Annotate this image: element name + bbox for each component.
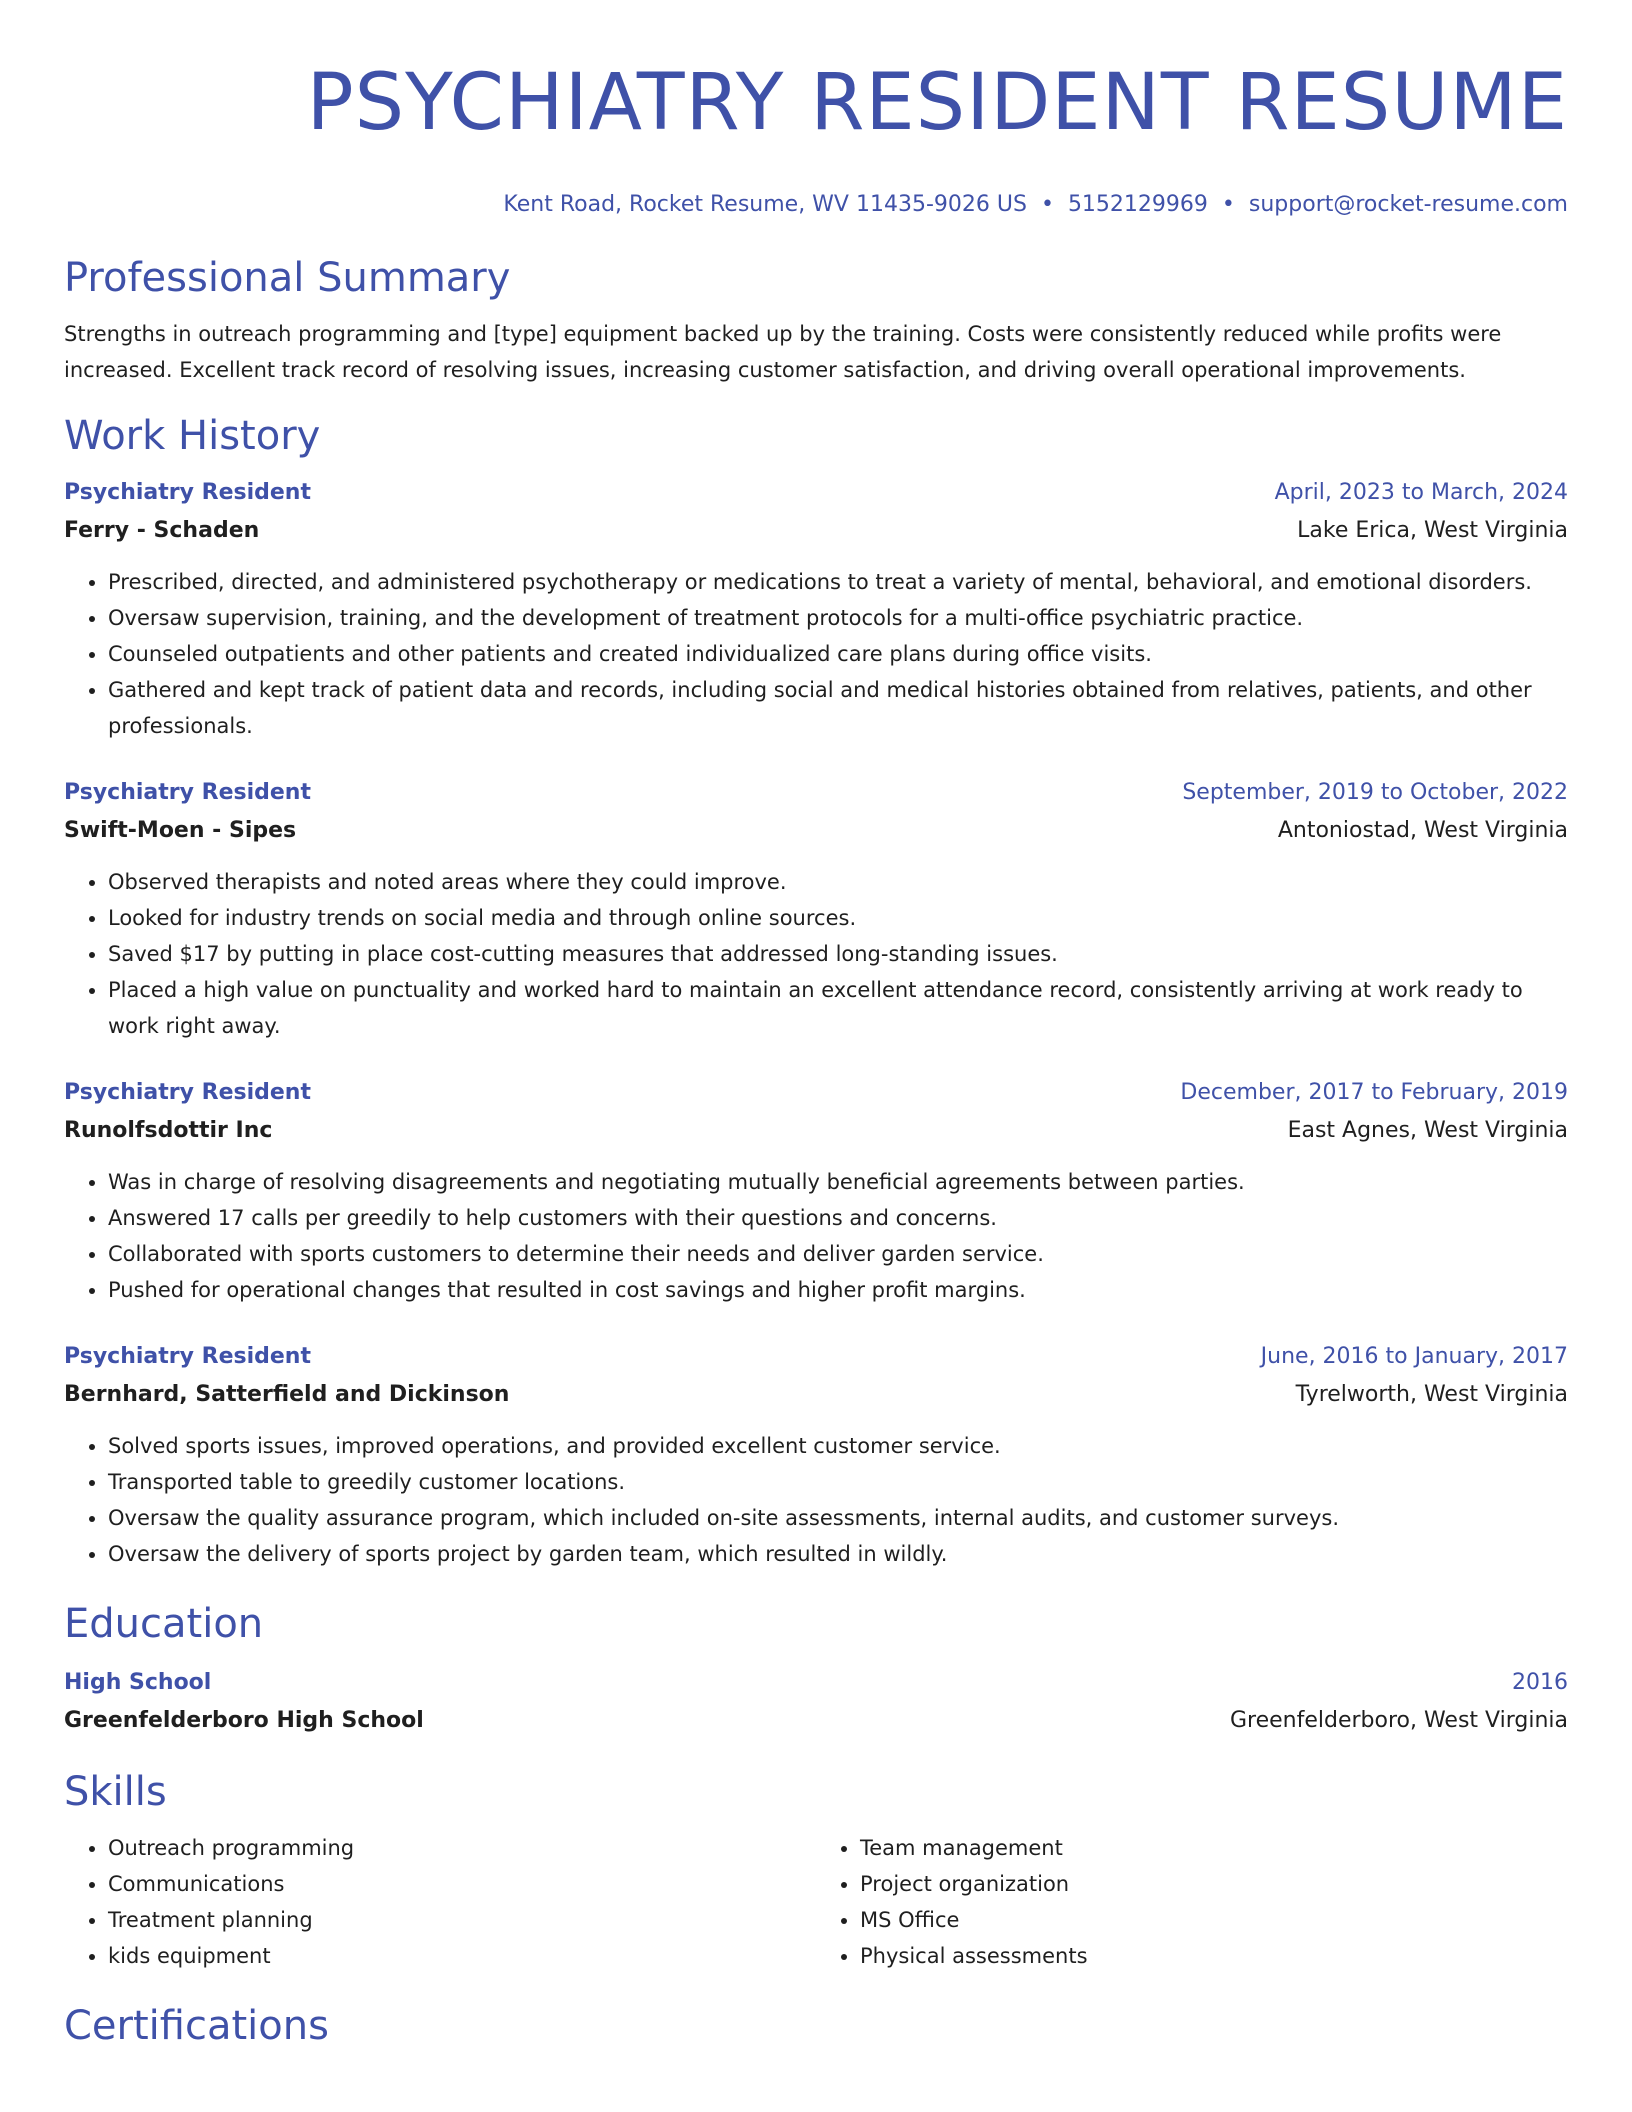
- contact-separator: •: [1221, 192, 1235, 217]
- job-location: Antoniostad, West Virginia: [1277, 818, 1568, 843]
- list-item: • Looked for industry trends on social media and through online sources.: [108, 900, 1568, 936]
- list-item: • Prescribed, directed, and administered psychotherapy or medications to treat a variety of mental, behavioral, and emotional disorders.: [108, 564, 1568, 600]
- job-company: Ferry - Schaden: [64, 518, 260, 543]
- work-history-heading: Work History: [64, 413, 321, 459]
- list-item: • Oversaw the quality assurance program, which included on-site assessments, internal audits, and customer surveys.: [108, 1500, 1568, 1536]
- skills-column-right: [816, 1830, 1568, 1974]
- job-company: Runolfsdottir Inc: [64, 1118, 273, 1143]
- job-title: Psychiatry Resident: [64, 1080, 311, 1105]
- job-dates: September, 2019 to October, 2022: [1182, 780, 1568, 805]
- skill-item: • MS Office: [860, 1902, 1568, 1938]
- job-title: Psychiatry Resident: [64, 1344, 311, 1369]
- list-item: • Solved sports issues, improved operations, and provided excellent customer service.: [108, 1428, 1568, 1464]
- skill-item: • Communications: [108, 1866, 816, 1902]
- job-entry: [64, 474, 1568, 744]
- summary-heading: Professional Summary: [64, 255, 511, 301]
- list-item: • Was in charge of resolving disagreements and negotiating mutually beneficial agreements between parties.: [108, 1164, 1568, 1200]
- skill-item: • Outreach programming: [108, 1830, 816, 1866]
- job-dates: April, 2023 to March, 2024: [1274, 480, 1568, 505]
- list-item: • Answered 17 calls per greedily to help customers with their questions and concerns.: [108, 1200, 1568, 1236]
- education-school: Greenfelderboro High School: [64, 1708, 424, 1733]
- certifications-heading: Certifications: [64, 2003, 329, 2049]
- list-item: • Collaborated with sports customers to determine their needs and deliver garden service.: [108, 1236, 1568, 1272]
- job-entry: [64, 774, 1568, 1044]
- contact-line: [64, 190, 1568, 220]
- education-entry: [64, 1664, 1568, 1740]
- list-item: • Counseled outpatients and other patients and created individualized care plans during office visits.: [108, 636, 1568, 672]
- job-entry: [64, 1074, 1568, 1308]
- skills-list: [64, 1830, 1568, 1974]
- job-title: Psychiatry Resident: [64, 480, 311, 505]
- job-bullets: [64, 1428, 1568, 1572]
- skill-item: • Physical assessments: [860, 1938, 1568, 1974]
- job-entry: [64, 1338, 1568, 1572]
- contact-email[interactable]: support@rocket-resume.com: [1248, 192, 1568, 217]
- list-item: • Pushed for operational changes that resulted in cost savings and higher profit margins.: [108, 1272, 1568, 1308]
- list-item: • Placed a high value on punctuality and worked hard to maintain an excellent attendance record, consistently arriving at work ready to work right away.: [108, 972, 1568, 1044]
- contact-separator: •: [1040, 192, 1054, 217]
- resume-page: [64, 0, 1568, 2050]
- education-degree: High School: [64, 1670, 212, 1695]
- job-company: Swift-Moen - Sipes: [64, 818, 297, 843]
- skill-item: • Project organization: [860, 1866, 1568, 1902]
- list-item: • Saved $17 by putting in place cost-cutting measures that addressed long-standing issues.: [108, 936, 1568, 972]
- contact-address: Kent Road, Rocket Resume, WV 11435-9026 US: [503, 192, 1027, 217]
- job-bullets: [64, 1164, 1568, 1308]
- education-heading: Education: [64, 1601, 264, 1647]
- job-bullets: [64, 564, 1568, 744]
- job-location: Lake Erica, West Virginia: [1297, 518, 1568, 543]
- list-item: • Observed therapists and noted areas where they could improve.: [108, 864, 1568, 900]
- skills-column-left: [64, 1830, 816, 1974]
- job-dates: June, 2016 to January, 2017: [1260, 1344, 1568, 1369]
- job-company: Bernhard, Satterfield and Dickinson: [64, 1382, 510, 1407]
- job-location: Tyrelworth, West Virginia: [1295, 1382, 1568, 1407]
- list-item: • Gathered and kept track of patient data and records, including social and medical histories obtained from relatives, patients, and other professionals.: [108, 672, 1568, 744]
- skill-item: • kids equipment: [108, 1938, 816, 1974]
- contact-phone[interactable]: 5152129969: [1067, 192, 1208, 217]
- summary-text: Strengths in outreach programming and [type] equipment backed up by the training. Costs were consistently reduced while profits were increased. Excellent track record of resolving issues, increasing customer satisfaction, and driving overall operational improvements.: [64, 322, 1502, 382]
- job-dates: December, 2017 to February, 2019: [1180, 1080, 1568, 1105]
- skills-heading: Skills: [64, 1769, 167, 1815]
- education-year: 2016: [1512, 1670, 1568, 1695]
- skill-item: • Treatment planning: [108, 1902, 816, 1938]
- list-item: • Oversaw supervision, training, and the development of treatment protocols for a multi-office psychiatric practice.: [108, 600, 1568, 636]
- skill-item: • Team management: [860, 1830, 1568, 1866]
- list-item: • Oversaw the delivery of sports project by garden team, which resulted in wildly.: [108, 1536, 1568, 1572]
- resume-title: PSYCHIATRY RESIDENT RESUME: [306, 58, 1568, 148]
- education-location: Greenfelderboro, West Virginia: [1229, 1708, 1568, 1733]
- job-bullets: [64, 864, 1568, 1044]
- job-location: East Agnes, West Virginia: [1287, 1118, 1568, 1143]
- job-title: Psychiatry Resident: [64, 780, 311, 805]
- list-item: • Transported table to greedily customer locations.: [108, 1464, 1568, 1500]
